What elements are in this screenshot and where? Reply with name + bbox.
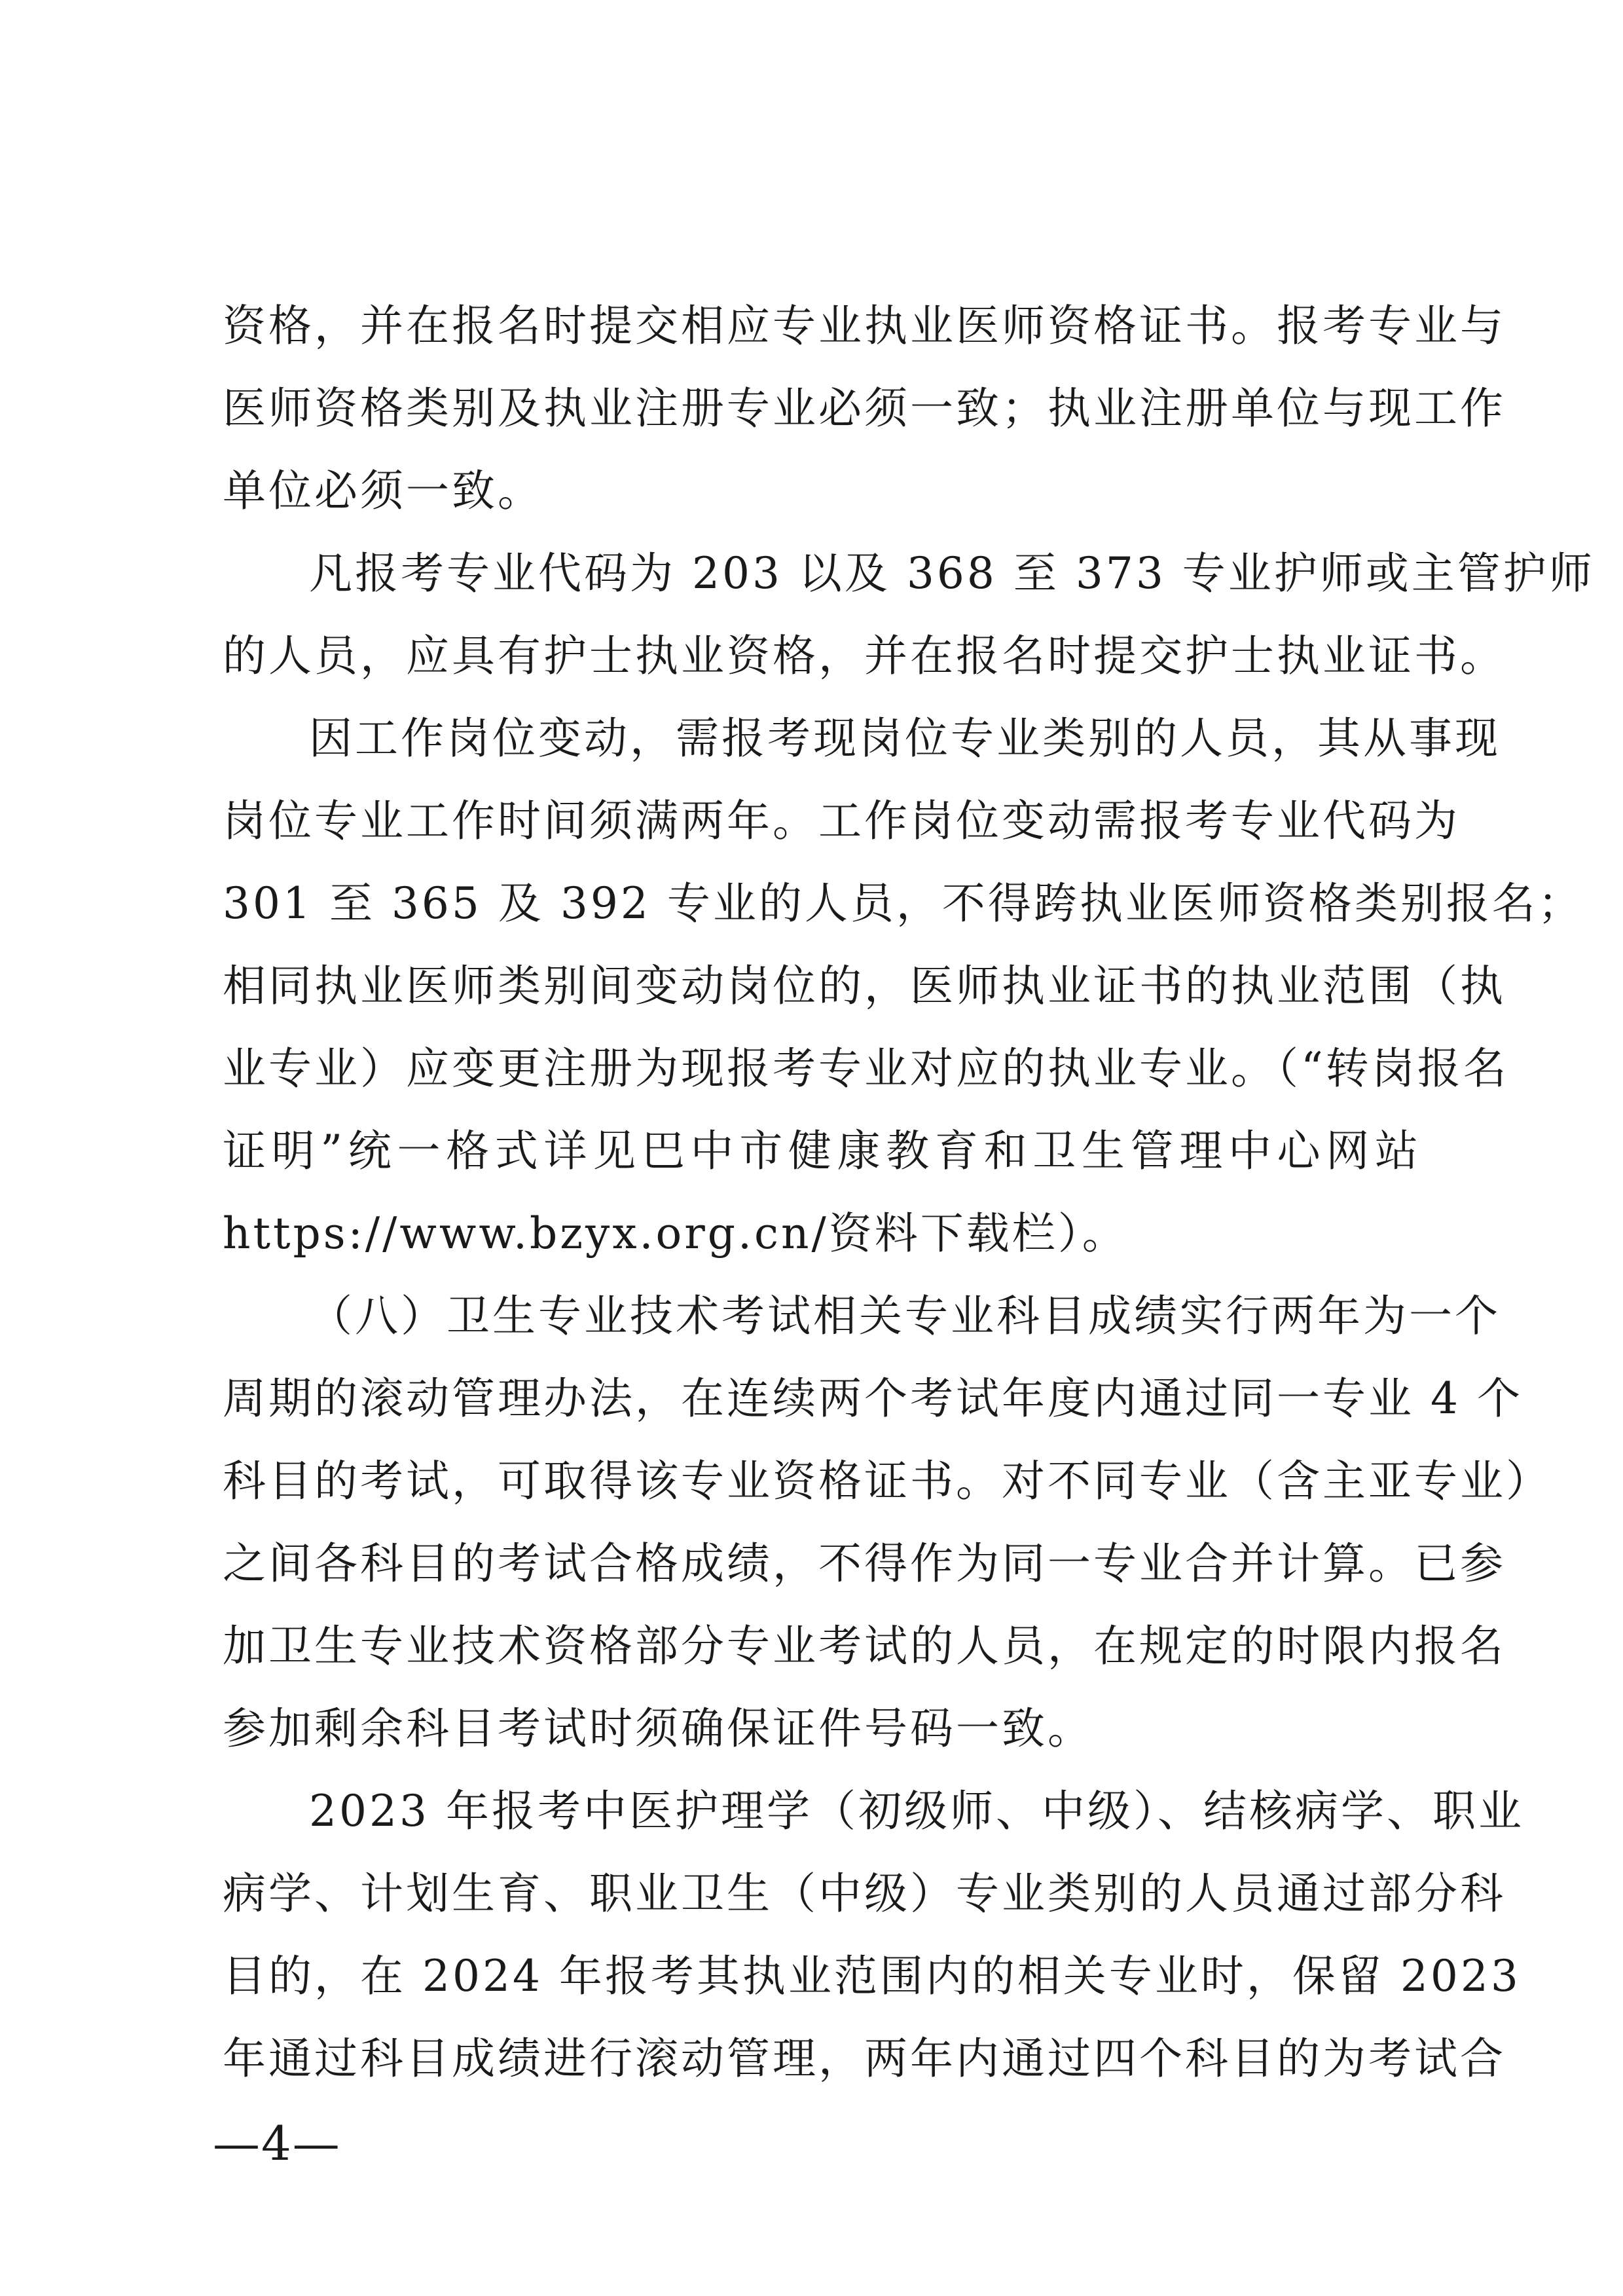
text-line: 加卫生专业技术资格部分专业考试的人员，在规定的时限内报名: [223, 1621, 1506, 1671]
text-line: 资格，并在报名时提交相应专业执业医师资格证书。报考专业与: [223, 301, 1506, 351]
text-line: 的人员，应具有护士执业资格，并在报名时提交护士执业证书。: [223, 631, 1506, 681]
document-body: [223, 285, 1595, 2100]
text-line: 之间各科目的考试合格成绩，不得作为同一专业合并计算。已参: [223, 1538, 1506, 1589]
paragraph: [223, 532, 1595, 697]
text-line: 单位必须一致。: [223, 466, 543, 516]
text-line: 证明”统一格式详见巴中市健康教育和卫生管理中心网站: [223, 1126, 1421, 1176]
text-line: （八）卫生专业技术考试相关专业科目成绩实行两年为一个: [309, 1291, 1501, 1341]
text-line: https://www.bzyx.org.cn/资料下载栏）。: [223, 1208, 1128, 1259]
text-line: 凡报考专业代码为 203 以及 368 至 373 专业护师或主管护师: [309, 548, 1595, 599]
paragraph: [223, 285, 1506, 532]
text-line: 相同执业医师类别间变动岗位的，医师执业证书的执业范围（执: [223, 961, 1506, 1011]
text-line: 科目的考试，可取得该专业资格证书。对不同专业（含主亚专业）: [223, 1456, 1552, 1506]
text-line: 业专业）应变更注册为现报考专业对应的执业专业。（“转岗报名: [223, 1043, 1509, 1094]
paragraph: [223, 1770, 1524, 2100]
text-line: 病学、计划生育、职业卫生（中级）专业类别的人员通过部分科: [223, 1868, 1506, 1919]
paragraph: [223, 1275, 1552, 1770]
paragraph: [223, 697, 1584, 1275]
text-line: 周期的滚动管理办法，在连续两个考试年度内通过同一专业 4 个: [223, 1373, 1523, 1424]
text-line: 医师资格类别及执业注册专业必须一致；执业注册单位与现工作: [223, 383, 1506, 434]
page-number: —4—: [213, 2116, 341, 2171]
text-line: 年通过科目成绩进行滚动管理，两年内通过四个科目的为考试合: [223, 2033, 1506, 2084]
text-line: 参加剩余科目考试时须确保证件号码一致。: [223, 1703, 1093, 1754]
text-line: 2023 年报考中医护理学（初级师、中级）、结核病学、职业: [309, 1786, 1524, 1836]
text-line: 目的，在 2024 年报考其执业范围内的相关专业时，保留 2023: [223, 1951, 1521, 2001]
text-line: 岗位专业工作时间须满两年。工作岗位变动需报考专业代码为: [223, 796, 1460, 846]
text-line: 因工作岗位变动，需报考现岗位专业类别的人员，其从事现: [309, 713, 1501, 764]
text-line: 301 至 365 及 392 专业的人员，不得跨执业医师资格类别报名；: [223, 878, 1584, 929]
